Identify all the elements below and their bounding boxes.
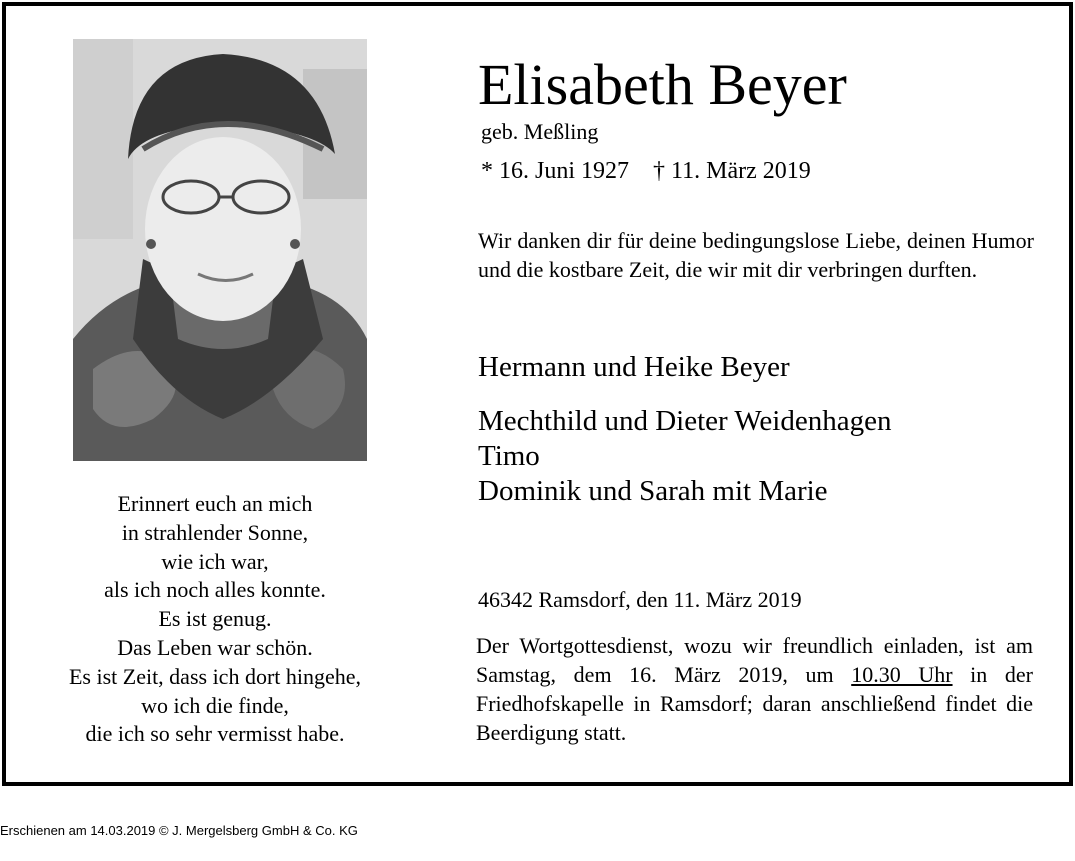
poem-line: wie ich war, <box>161 548 269 574</box>
death-date: † 11. März 2019 <box>653 158 811 184</box>
portrait-photo <box>73 39 367 461</box>
poem-line: Es ist Zeit, dass ich dort hingehe, <box>68 663 362 689</box>
poem-line: Erinnert euch an mich <box>117 491 313 516</box>
birth-name: geb. Meßling <box>481 119 599 144</box>
poem-line: wo ich die finde, <box>141 692 289 718</box>
service-time: 10.30 Uhr <box>851 662 953 687</box>
publication-footer: Erschienen am 14.03.2019 © J. Mergelsberg GmbH & Co. KG <box>0 823 358 838</box>
birth-date: * 16. Juni 1927 <box>481 158 630 184</box>
poem-line: als ich noch alles konnte. <box>104 577 326 603</box>
poem-line: in strahlender Sonne, <box>121 519 309 545</box>
service-text-before: Der Wortgottesdienst, wozu wir freundlich einladen, ist am Samstag, dem 16. März 2019, um <box>476 633 1033 687</box>
thanks-text: Wir danken dir für deine bedingungslose Liebe, deinen Humor und die kostbare Zeit, die wir mit dir verbringen durften. <box>478 228 1034 282</box>
place-date: 46342 Ramsdorf, den 11. März 2019 <box>478 587 802 612</box>
mourner-line: Dominik und Sarah mit Marie <box>478 475 828 507</box>
service-text-after: in der Friedhofskapelle in Ramsdorf; daran anschließend findet die Beerdigung statt. <box>476 662 1033 745</box>
mourner-line: Timo <box>478 440 540 472</box>
mourner-line: Hermann und Heike Beyer <box>478 351 790 383</box>
deceased-name: Elisabeth Beyer <box>478 52 847 117</box>
poem-line: Es ist genug. <box>158 606 272 632</box>
mourner-line: Mechthild und Dieter Weidenhagen <box>478 405 892 437</box>
mourner-group <box>478 404 891 509</box>
life-dates <box>481 156 811 186</box>
service-info <box>476 631 1033 747</box>
poem-line: Das Leben war schön. <box>117 634 313 660</box>
memorial-poem <box>20 490 410 749</box>
poem-line: die ich so sehr vermisst habe. <box>85 721 345 747</box>
